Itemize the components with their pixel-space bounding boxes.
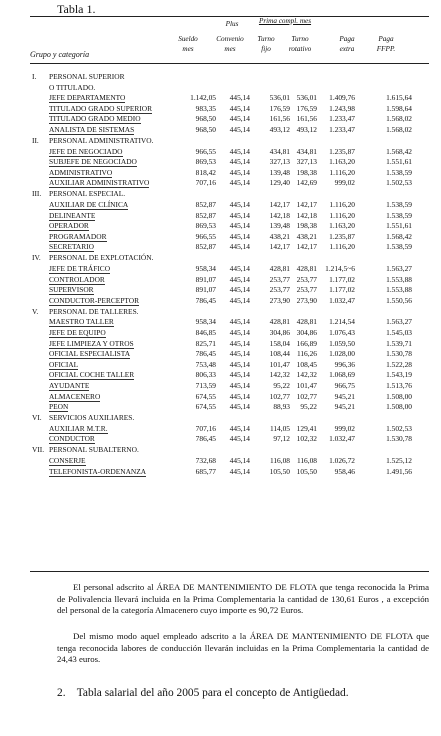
value-cell: 1.538,59	[386, 200, 412, 209]
value-cell: 966,55	[195, 231, 216, 241]
category-text: OFICIAL ESPECIALISTA	[49, 349, 131, 359]
value-cell: 958,34	[195, 264, 216, 273]
value-cell: 1.142,05	[190, 93, 216, 103]
category-text: JEFE DE EQUIPO	[49, 328, 106, 337]
value-cell: 445,14	[229, 338, 250, 348]
paragraph-conduccion: Del mismo modo aquel empleado adscrito a la ÁREA DE MANTENIMIENTO DE FLOTA que tenga reconocida labores de conducción llevarán incluidas en la Prima Complementaria la cantidad de 24,43 euros.	[57, 631, 429, 664]
col-paga-extra-line1: Paga	[339, 35, 355, 43]
category-text: OFICIAL COCHE TALLER	[49, 370, 135, 380]
value-cell: 108,44	[269, 349, 290, 359]
category-text: TITULADO GRADO MEDIO	[49, 114, 141, 124]
section-title: PERSONAL SUPERIOR	[49, 72, 125, 81]
value-cell: 786,45	[195, 434, 216, 444]
value-cell: 1.026,72	[329, 456, 355, 465]
category-label	[49, 114, 141, 124]
category-label	[49, 434, 95, 444]
value-cell: 674,55	[195, 391, 216, 401]
value-cell: 1.032,47	[329, 434, 355, 444]
category-text: PROGRAMADOR	[49, 231, 107, 241]
section-roman: V.	[32, 306, 39, 316]
value-cell: 445,14	[229, 423, 250, 433]
value-cell: 1.543,19	[386, 370, 412, 380]
section-roman: III.	[32, 189, 42, 199]
value-cell: 198,38	[296, 167, 317, 177]
value-cell: 142,18	[269, 210, 290, 220]
section-title: PERSONAL DE TALLERES.	[49, 306, 139, 316]
value-cell: 445,14	[229, 114, 250, 124]
value-cell: 142,69	[296, 178, 317, 188]
header-top-rule	[30, 16, 429, 17]
value-cell: 852,87	[195, 200, 216, 209]
section-roman: IV.	[32, 253, 41, 263]
value-cell: 1.502,53	[386, 423, 412, 433]
category-label	[49, 456, 86, 466]
value-cell: 968,50	[195, 114, 216, 124]
section-title: PERSONAL SUBALTERNO.	[49, 445, 139, 455]
category-text: SUPERVISOR	[49, 285, 94, 295]
category-text: SUBJEFE DE NEGOCIADO	[49, 157, 137, 167]
value-cell: 818,42	[195, 167, 216, 177]
value-cell: 1.508,00	[386, 402, 412, 412]
value-cell: 445,14	[229, 434, 250, 444]
value-cell: 707,16	[195, 423, 216, 433]
section-subtitle: O TITULADO.	[49, 82, 96, 92]
table-bottom-rule	[30, 571, 429, 572]
value-cell: 304,86	[269, 328, 290, 337]
section-title: PERSONAL ESPECIAL.	[49, 189, 126, 199]
value-cell: 1.059,50	[329, 338, 355, 348]
value-cell: 1.508,00	[386, 391, 412, 401]
value-cell: 1.233,47	[329, 125, 355, 134]
value-cell: 105,50	[296, 466, 317, 476]
category-text: AUXILIAR ADMINISTRATIVO	[49, 178, 150, 188]
value-cell: 438,21	[296, 231, 317, 241]
value-cell: 707,16	[195, 178, 216, 188]
value-cell: 1.116,20	[329, 242, 355, 252]
category-text: AUXILIAR DE CLÍNICA	[49, 200, 129, 209]
value-cell: 732,68	[195, 456, 216, 465]
category-text: ANALISTA DE SISTEMAS	[49, 125, 135, 134]
value-cell: 786,45	[195, 295, 216, 305]
value-cell: 116,26	[296, 349, 317, 359]
col-plus-line0: Plus	[225, 20, 239, 28]
category-label	[49, 467, 146, 477]
category-label	[49, 402, 68, 412]
value-cell: 1.214,54	[329, 317, 355, 327]
section-title: SERVICIOS AUXILIARES.	[49, 413, 135, 423]
value-cell: 158,04	[269, 338, 290, 348]
value-cell: 102,77	[269, 391, 290, 401]
value-cell: 102,77	[296, 391, 317, 401]
category-label	[49, 147, 123, 157]
value-cell: 161,56	[296, 114, 317, 124]
value-cell: 253,77	[296, 285, 317, 295]
value-cell: 95,22	[300, 402, 317, 412]
header-bottom-rule	[30, 63, 429, 64]
value-cell: 806,33	[195, 370, 216, 380]
category-text: JEFE LIMPIEZA Y OTROS	[49, 338, 134, 348]
value-cell: 253,77	[269, 285, 290, 295]
value-cell: 958,34	[195, 317, 216, 327]
value-cell: 786,45	[195, 349, 216, 359]
value-cell: 445,14	[229, 200, 250, 209]
value-cell: 1.513,76	[386, 381, 412, 390]
value-cell: 1.116,20	[329, 167, 355, 177]
category-label	[49, 392, 100, 402]
value-cell: 428,81	[269, 317, 290, 327]
value-cell: 869,53	[195, 221, 216, 231]
value-cell: 1.598,64	[386, 103, 412, 113]
value-cell: 1.530,78	[386, 434, 412, 444]
value-cell: 869,53	[195, 157, 216, 167]
value-cell: 95,22	[273, 381, 290, 390]
value-cell: 88,93	[273, 402, 290, 412]
value-cell: 142,17	[296, 242, 317, 252]
value-cell: 1.177,02	[329, 274, 355, 284]
category-text: TELEFONISTA-ORDENANZA	[49, 466, 147, 476]
value-cell: 1.551,61	[386, 157, 412, 167]
value-cell: 428,81	[269, 264, 290, 273]
category-text: OPERADOR	[49, 221, 89, 231]
value-cell: 891,07	[195, 285, 216, 295]
value-cell: 304,86	[296, 328, 317, 337]
value-cell: 713,59	[195, 381, 216, 390]
value-cell: 1.538,59	[386, 242, 412, 252]
prima-group-label: Prima compl. mes	[258, 17, 312, 25]
value-cell: 1.116,20	[329, 200, 355, 209]
category-text: AUXILIAR M.T.R.	[49, 423, 108, 433]
value-cell: 493,12	[296, 125, 317, 134]
section-heading-antiguedad: 2. Tabla salarial del año 2005 para el concepto de Antigüedad.	[57, 687, 349, 699]
category-label	[49, 264, 110, 274]
value-cell: 825,71	[195, 338, 216, 348]
value-cell: 1.545,03	[386, 328, 412, 337]
value-cell: 166,89	[296, 338, 317, 348]
value-cell: 445,14	[229, 146, 250, 156]
value-cell: 493,12	[269, 125, 290, 134]
value-cell: 198,38	[296, 221, 317, 231]
value-cell: 445,14	[229, 125, 250, 134]
value-cell: 327,13	[269, 157, 290, 167]
value-cell: 445,14	[229, 103, 250, 113]
value-cell: 434,81	[296, 146, 317, 156]
category-label	[49, 370, 134, 380]
value-cell: 891,07	[195, 274, 216, 284]
value-cell: 1.538,59	[386, 167, 412, 177]
value-cell: 445,14	[229, 349, 250, 359]
category-text: PEON	[49, 402, 69, 412]
value-cell: 852,87	[195, 210, 216, 220]
col-plus-line1: Convenio	[216, 35, 244, 43]
category-label	[49, 349, 130, 359]
value-cell: 129,40	[269, 178, 290, 188]
value-cell: 1.214,5~6	[325, 264, 355, 273]
value-cell: 1.550,56	[386, 295, 412, 305]
value-cell: 176,59	[269, 103, 290, 113]
value-cell: 445,14	[229, 178, 250, 188]
category-label	[49, 339, 134, 349]
category-text: MAESTRO TALLER	[49, 317, 114, 327]
value-cell: 97,12	[273, 434, 290, 444]
col-paga-ffpp-line2: FFPP.	[376, 45, 396, 53]
value-cell: 1.233,47	[329, 114, 355, 124]
category-label	[49, 157, 137, 167]
value-cell: 327,13	[296, 157, 317, 167]
value-cell: 101,47	[296, 381, 317, 390]
col-plus-line2: mes	[224, 45, 236, 53]
value-cell: 1.615,64	[386, 93, 412, 103]
col-turno-fijo-line2: fijo	[261, 45, 271, 53]
value-cell: 1.028,00	[329, 349, 355, 359]
value-cell: 445,14	[229, 274, 250, 284]
value-cell: 945,21	[334, 402, 355, 412]
value-cell: 142,17	[296, 200, 317, 209]
value-cell: 445,14	[229, 317, 250, 327]
value-cell: 445,14	[229, 221, 250, 231]
value-cell: 253,77	[296, 274, 317, 284]
value-cell: 1.116,20	[329, 210, 355, 220]
value-cell: 966,55	[195, 146, 216, 156]
category-label	[49, 285, 94, 295]
value-cell: 142,18	[296, 210, 317, 220]
value-cell: 1.539,71	[386, 338, 412, 348]
col-sueldo-line2: mes	[182, 45, 194, 53]
category-label	[49, 360, 78, 370]
value-cell: 139,48	[269, 221, 290, 231]
category-label	[49, 211, 95, 221]
col-turno-rot-line2: rotativo	[288, 45, 312, 53]
section-roman: II.	[32, 136, 39, 145]
value-cell: 999,02	[334, 423, 355, 433]
value-cell: 176,59	[296, 103, 317, 113]
value-cell: 536,01	[269, 93, 290, 103]
value-cell: 536,01	[296, 93, 317, 103]
value-cell: 445,14	[229, 359, 250, 369]
category-text: JEFE DE TRÁFICO	[49, 264, 111, 273]
value-cell: 1.522,28	[386, 359, 412, 369]
value-cell: 445,14	[229, 391, 250, 401]
value-cell: 1.076,43	[329, 328, 355, 337]
value-cell: 445,14	[229, 328, 250, 337]
value-cell: 1.163,20	[329, 157, 355, 167]
value-cell: 1.032,47	[329, 295, 355, 305]
category-text: TITULADO GRADO SUPERIOR	[49, 103, 153, 113]
value-cell: 161,56	[269, 114, 290, 124]
category-label	[49, 104, 152, 114]
value-cell: 273,90	[296, 295, 317, 305]
value-cell: 129,41	[296, 423, 317, 433]
value-cell: 428,81	[296, 317, 317, 327]
value-cell: 1.551,61	[386, 221, 412, 231]
value-cell: 1.563,27	[386, 264, 412, 273]
value-cell: 685,77	[195, 466, 216, 476]
category-text: DELINEANTE	[49, 210, 96, 220]
value-cell: 445,14	[229, 381, 250, 390]
category-label	[49, 93, 125, 103]
category-label	[49, 232, 107, 242]
value-cell: 139,48	[269, 167, 290, 177]
value-cell: 445,14	[229, 210, 250, 220]
value-cell: 852,87	[195, 242, 216, 252]
category-text: CONTROLADOR	[49, 274, 105, 284]
value-cell: 1.177,02	[329, 285, 355, 295]
value-cell: 445,14	[229, 295, 250, 305]
value-cell: 1.491,56	[386, 466, 412, 476]
value-cell: 1.563,27	[386, 317, 412, 327]
value-cell: 1.525,12	[386, 456, 412, 465]
col-turno-fijo-line1: Turno	[257, 35, 275, 43]
value-cell: 999,02	[334, 178, 355, 188]
category-label	[49, 328, 106, 338]
value-cell: 968,50	[195, 125, 216, 134]
value-cell: 108,45	[296, 359, 317, 369]
value-cell: 116,08	[296, 456, 317, 465]
value-cell: 142,17	[269, 200, 290, 209]
value-cell: 1.243,98	[329, 103, 355, 113]
value-cell: 966,75	[334, 381, 355, 390]
col-turno-rot-line1: Turno	[291, 35, 309, 43]
value-cell: 445,14	[229, 402, 250, 412]
value-cell: 983,35	[195, 103, 216, 113]
value-cell: 1.568,02	[386, 125, 412, 134]
value-cell: 1.409,76	[329, 93, 355, 103]
category-text: JEFE DEPARTAMENTO	[49, 93, 126, 103]
value-cell: 1.502,53	[386, 178, 412, 188]
value-cell: 445,14	[229, 242, 250, 252]
value-cell: 1.235,87	[329, 231, 355, 241]
col-sueldo-line1: Sueldo	[178, 35, 198, 43]
section-title: PERSONAL DE EXPLOTACIÓN.	[49, 253, 154, 263]
section-roman: I.	[32, 72, 37, 81]
value-cell: 142,17	[269, 242, 290, 252]
value-cell: 1.553,88	[386, 274, 412, 284]
value-cell: 253,77	[269, 274, 290, 284]
category-label	[49, 242, 94, 252]
value-cell: 438,21	[269, 231, 290, 241]
value-cell: 674,55	[195, 402, 216, 412]
value-cell: 142,32	[269, 370, 290, 380]
value-cell: 142,32	[296, 370, 317, 380]
category-text: AYUDANTE	[49, 381, 90, 390]
category-label	[49, 424, 108, 434]
section-roman: VI.	[32, 413, 42, 423]
value-cell: 434,81	[269, 146, 290, 156]
category-label	[49, 178, 149, 188]
value-cell: 846,85	[195, 328, 216, 337]
category-label	[49, 168, 112, 178]
category-text: CONDUCTOR	[49, 434, 95, 444]
value-cell: 1.530,78	[386, 349, 412, 359]
table-title: Tabla 1.	[57, 2, 96, 16]
value-cell: 1.568,42	[386, 146, 412, 156]
category-text: CONSERJE	[49, 456, 86, 465]
paragraph-polivalencia: El personal adscrito al ÁREA DE MANTENIMIENTO DE FLOTA que tenga reconocida la Prima de Polivalencia llevará incluida en la Prima Complementaria la cantidad de 130,61 Euros , a excepción del personal de la categoría Almacenero cuyo importe es 90,72 Euros.	[57, 582, 429, 615]
category-label	[49, 200, 128, 210]
value-cell: 273,90	[269, 295, 290, 305]
category-text: CONDUCTOR-PERCEPTOR	[49, 295, 140, 305]
value-cell: 445,14	[229, 157, 250, 167]
value-cell: 1.068,69	[329, 370, 355, 380]
section-title: PERSONAL ADMINISTRATIVO.	[49, 136, 154, 145]
value-cell: 996,36	[334, 359, 355, 369]
category-label	[49, 317, 114, 327]
category-label	[49, 221, 89, 231]
category-text: ALMACENERO	[49, 391, 101, 401]
col-paga-ffpp-line1: Paga	[378, 35, 394, 43]
group-category-label: Grupo y categoría	[30, 50, 90, 59]
category-text: JEFE DE NEGOCIADO	[49, 146, 123, 156]
value-cell: 1.568,02	[386, 114, 412, 124]
category-text: SECRETARIO	[49, 242, 94, 252]
value-cell: 445,14	[229, 167, 250, 177]
value-cell: 445,14	[229, 370, 250, 380]
value-cell: 958,46	[334, 466, 355, 476]
value-cell: 428,81	[296, 264, 317, 273]
value-cell: 105,50	[269, 466, 290, 476]
value-cell: 114,05	[269, 423, 290, 433]
value-cell: 753,48	[195, 359, 216, 369]
value-cell: 445,14	[229, 466, 250, 476]
value-cell: 1.235,87	[329, 146, 355, 156]
value-cell: 945,21	[334, 391, 355, 401]
category-label	[49, 296, 139, 306]
category-text: OFICIAL	[49, 359, 79, 369]
category-text: ADMINISTRATIVO	[49, 167, 113, 177]
col-paga-extra-line2: extra	[339, 45, 355, 53]
value-cell: 445,14	[229, 456, 250, 465]
value-cell: 1.538,59	[386, 210, 412, 220]
value-cell: 1.553,88	[386, 285, 412, 295]
value-cell: 445,14	[229, 93, 250, 103]
value-cell: 1.568,42	[386, 231, 412, 241]
value-cell: 1.163,20	[329, 221, 355, 231]
category-label	[49, 381, 89, 391]
value-cell: 445,14	[229, 285, 250, 295]
section-roman: VII.	[32, 445, 45, 455]
value-cell: 445,14	[229, 264, 250, 273]
value-cell: 102,32	[296, 434, 317, 444]
value-cell: 116,08	[269, 456, 290, 465]
category-label	[49, 275, 105, 285]
value-cell: 445,14	[229, 231, 250, 241]
value-cell: 101,47	[269, 359, 290, 369]
category-label	[49, 125, 134, 135]
